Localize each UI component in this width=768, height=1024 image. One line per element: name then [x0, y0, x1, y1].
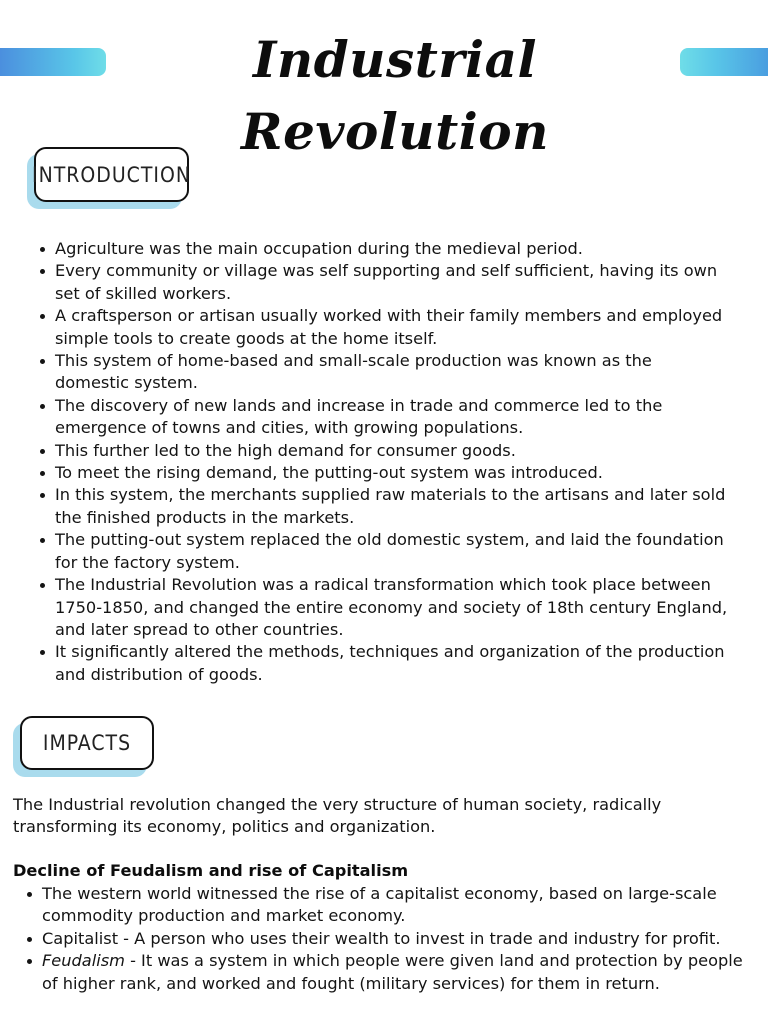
list-item: A craftsperson or artisan usually worked with their family members and employed simple tools to create goods at the home itself.: [55, 305, 730, 350]
impacts-subheading: Decline of Feudalism and rise of Capitalism: [13, 861, 409, 880]
list-item: To meet the rising demand, the putting-out system was introduced.: [55, 462, 730, 484]
section-label-impacts: [20, 716, 154, 770]
list-item: In this system, the merchants supplied raw materials to the artisans and later sold the finished products in the markets.: [55, 484, 730, 529]
list-item-text: Capitalist - A person who uses their wealth to invest in trade and industry for profit.: [42, 928, 721, 948]
list-item-term: Feudalism: [42, 951, 125, 971]
page-title: Industrial Revolution: [241, 30, 549, 161]
list-item: The putting-out system replaced the old domestic system, and laid the foundation for the factory system.: [55, 529, 730, 574]
list-item: [42, 883, 757, 928]
list-item: The Industrial Revolution was a radical transformation which took place between 1750-1850, and changed the entire economy and society of 18th century England, and later spread to other countries.: [55, 574, 730, 641]
list-item-text: The western world witnessed the rise of a capitalist economy, based on large-scale commodity production and market economy.: [42, 884, 717, 926]
section-label-text: INTRODUCTION: [32, 162, 191, 187]
section-label-introduction: [34, 147, 189, 202]
list-item: Every community or village was self supporting and self sufficient, having its own set of skilled workers.: [55, 260, 730, 305]
list-item: The discovery of new lands and increase in trade and commerce led to the emergence of towns and cities, with growing populations.: [55, 395, 730, 440]
list-item: This further led to the high demand for consumer goods.: [55, 440, 730, 462]
list-item: [42, 950, 757, 995]
impacts-paragraph: The Industrial revolution changed the very structure of human society, radically transforming its economy, politics and organization.: [13, 795, 662, 837]
introduction-bullet-list: [55, 238, 730, 686]
list-item: This system of home-based and small-scale production was known as the domestic system.: [55, 350, 730, 395]
list-item-text: - It was a system in which people were given land and protection by people of higher rank, and worked and fought (military services) for them in return.: [42, 951, 743, 993]
section-label-text: IMPACTS: [42, 731, 132, 755]
impacts-bullet-list: [42, 883, 757, 995]
title-decoration-left: [0, 48, 106, 76]
title-decoration-right: [680, 48, 768, 76]
list-item: Agriculture was the main occupation during the medieval period.: [55, 238, 730, 260]
list-item: [42, 928, 757, 950]
list-item: It significantly altered the methods, techniques and organization of the production and distribution of goods.: [55, 641, 730, 686]
